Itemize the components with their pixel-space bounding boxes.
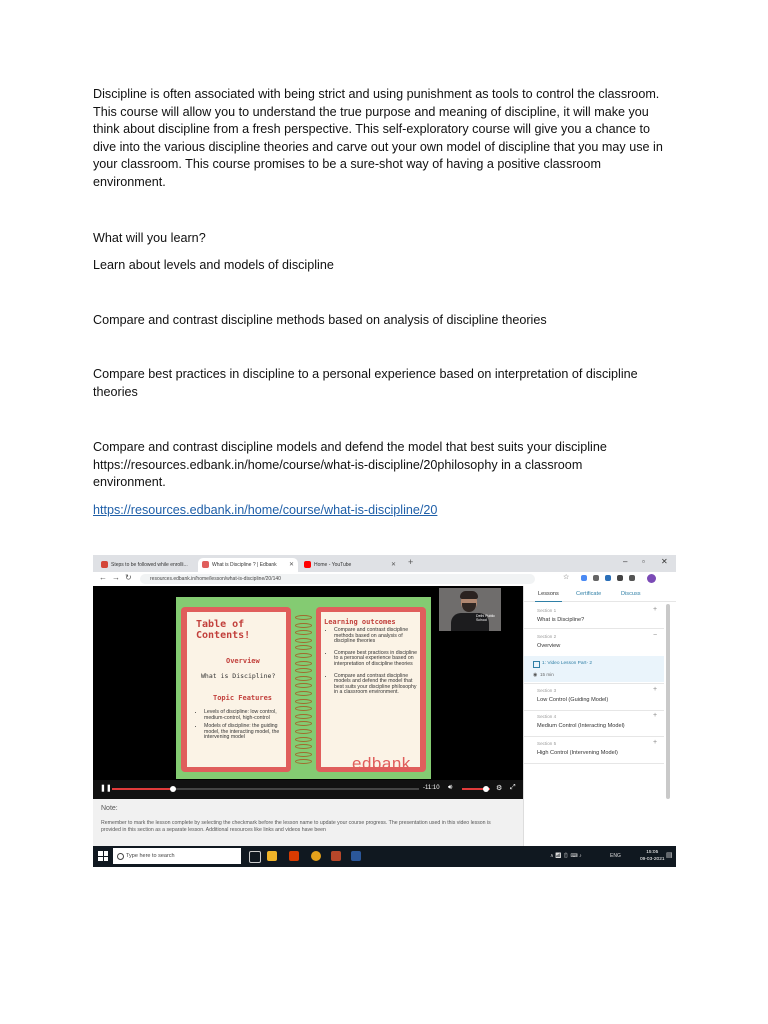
new-tab-icon[interactable]: + [408, 557, 414, 567]
camera-label: Delhi Public School [476, 614, 495, 622]
spiral-ring [295, 752, 312, 757]
sidebar-scrollbar[interactable] [666, 604, 670, 799]
lesson-item-active[interactable] [524, 656, 664, 682]
sidebar-tabs [524, 586, 676, 602]
back-icon[interactable]: ← [99, 573, 107, 582]
browser-screenshot [93, 555, 676, 867]
youtube-icon [304, 561, 311, 568]
seek-progress [112, 788, 173, 790]
spiral-ring [295, 729, 312, 734]
collapse-icon[interactable]: − [653, 632, 658, 639]
windows-taskbar [93, 846, 676, 867]
taskbar-search-input[interactable] [113, 848, 241, 864]
task-view-icon[interactable] [249, 851, 261, 863]
settings-icon[interactable]: ⚙ [496, 785, 503, 792]
lesson-duration: 15 min [540, 672, 554, 677]
toc-title-line-2: Contents! [196, 630, 251, 641]
lesson-slide [176, 597, 431, 779]
puzzle-icon[interactable] [629, 575, 635, 581]
reload-icon[interactable]: ↻ [125, 573, 132, 582]
gmail-icon [101, 561, 108, 568]
tab-certificate[interactable]: Certificate [576, 591, 602, 597]
expand-icon[interactable]: + [653, 686, 658, 693]
edbank-icon [202, 561, 209, 568]
close-window-icon[interactable]: ✕ [661, 557, 668, 566]
seek-bar[interactable] [112, 788, 419, 790]
section-title: What is Discipline? [537, 617, 585, 623]
outcomes-heading: Learning outcomes [324, 618, 396, 626]
tab-label: Home - YouTube [314, 562, 352, 568]
topic-heading: Topic Features [213, 694, 273, 702]
overview-subtitle: What is Discipline? [201, 672, 276, 680]
learn-item-1: Learn about levels and models of discipline [93, 258, 334, 272]
note-heading: Note: [101, 805, 118, 812]
spiral-ring [295, 706, 312, 711]
section-label: Section 4 [537, 714, 557, 719]
powerpoint-icon[interactable] [289, 851, 299, 861]
learn-item-4-line-1: Compare and contrast discipline models and defend the model that best suits your discipline [93, 440, 607, 454]
spiral-ring [295, 714, 312, 719]
spiral-ring [295, 645, 312, 650]
browser-tab-gmail[interactable] [97, 558, 197, 572]
spiral-ring [295, 683, 312, 688]
extension-icon[interactable] [581, 575, 587, 581]
forward-icon[interactable]: → [112, 573, 120, 582]
close-icon[interactable]: ✕ [288, 562, 294, 568]
outcome-bullet: • Compare and contrast discipline models and defend the model that best suits your discipline philosophy in a classroom environment. [334, 674, 418, 696]
video-player[interactable] [93, 586, 523, 799]
learn-item-3: Compare best practices in discipline to a personal experience based on interpretation of discipline theories [93, 367, 638, 399]
player-controls [93, 780, 523, 799]
file-explorer-icon[interactable] [267, 851, 277, 861]
spiral-ring [295, 615, 312, 620]
spiral-ring [295, 737, 312, 742]
spiral-ring [295, 721, 312, 726]
section-label: Section 2 [537, 634, 557, 639]
spiral-ring [295, 638, 312, 643]
notebook-spiral [292, 611, 315, 767]
volume-icon[interactable]: 🔊︎ [448, 784, 453, 791]
clock-icon: ◉ [533, 672, 538, 678]
extension-icon[interactable] [617, 575, 623, 581]
tab-label: What is Discipline ? | Edbank [212, 562, 277, 568]
sidebar-section-3[interactable] [524, 683, 664, 711]
avatar[interactable] [647, 574, 656, 583]
section-label: Section 1 [537, 608, 557, 613]
question-heading: What will you learn? [93, 231, 206, 245]
overview-heading: Overview [226, 657, 260, 665]
clock-date: 09-03-2021 [640, 857, 665, 862]
browser-tab-bar [93, 555, 676, 572]
tray-icons[interactable]: ∧ 📶︎ 🔋︎ ⌨︎ ♪ [550, 853, 582, 859]
section-title: Medium Control (Interacting Model) [537, 723, 625, 729]
tab-lessons[interactable]: Lessons [538, 591, 559, 597]
fullscreen-icon[interactable]: ⤢ [510, 784, 516, 791]
section-title: Low Control (Guiding Model) [537, 697, 609, 703]
presenter-webcam [439, 588, 501, 631]
notifications-icon[interactable]: ▤ [666, 852, 673, 859]
section-label: Section 3 [537, 688, 557, 693]
topic-bullet: • Levels of discipline: low control, medium-control, high-control [204, 710, 284, 721]
browser-tab-youtube[interactable] [300, 558, 400, 572]
volume-handle[interactable] [483, 786, 489, 792]
learn-item-2: Compare and contrast discipline methods based on analysis of discipline theories [93, 313, 547, 327]
spiral-ring [295, 661, 312, 666]
topic-bullet: • Models of discipline: the guiding model, the interacting model, the intervening model [204, 724, 284, 741]
seek-handle[interactable] [170, 786, 176, 792]
lesson-note [93, 799, 523, 846]
tab-label: Steps to be followed while enrolli... [111, 562, 188, 568]
presenter-hair [460, 591, 478, 599]
intro-paragraph: Discipline is often associated with being strict and using punishment as tools to control the classroom. This course will allow you to understand the true purpose and meaning of discipline, it will make you think about discipline from a fresh perspective. This self-exploratory course will give you a chance to dive into the various discipline theories and carve out your own model of discipline that you may use in your classroom. This course promises to be a sure-shot way of having a positive classroom environment. [93, 87, 663, 189]
spiral-ring [295, 668, 312, 673]
outcome-bullet: • Compare and contrast discipline methods based on analysis of discipline theories [334, 628, 418, 645]
extension-icon[interactable] [605, 575, 611, 581]
sidebar-section-2[interactable] [524, 629, 664, 655]
minimize-icon[interactable]: – [623, 557, 628, 566]
section-title: Overview [537, 643, 561, 649]
word-icon[interactable] [351, 851, 361, 861]
course-link-line [93, 502, 673, 520]
spiral-ring [295, 691, 312, 696]
topic-bullets [196, 710, 284, 744]
chrome-icon[interactable] [311, 851, 321, 861]
pause-icon[interactable]: ❚❚ [100, 785, 112, 792]
star-icon[interactable]: ☆ [563, 574, 570, 581]
spiral-ring [295, 676, 312, 681]
spiral-ring [295, 744, 312, 749]
section-label: Section 5 [537, 741, 557, 746]
expand-icon[interactable]: + [653, 606, 658, 613]
toc-title [196, 619, 250, 641]
sidebar-section-1[interactable] [524, 603, 664, 629]
tab-discuss[interactable]: Discuss [621, 591, 641, 597]
address-bar-row [93, 572, 676, 587]
learn-item-4 [93, 439, 673, 492]
note-text: Remember to mark the lesson complete by selecting the checkmark before the lesson name to update your course progress. The presentation used in this video lesson is provided in this section as a separate lesson. Additional resources like links and videos have been [101, 820, 491, 833]
app-icon[interactable] [331, 851, 341, 861]
course-link[interactable]: https://resources.edbank.in/home/course/what-is-discipline/20 [93, 503, 438, 517]
taskbar-clock[interactable] [640, 849, 665, 863]
extension-icon[interactable] [593, 575, 599, 581]
learn-item-4-line-2: https://resources.edbank.in/home/course/what-is-discipline/20philosophy in a classroom [93, 457, 583, 472]
edbank-logo: edbank [352, 754, 411, 773]
expand-icon[interactable]: + [653, 739, 658, 746]
spiral-ring [295, 759, 312, 764]
maximize-icon[interactable]: ▫ [642, 557, 645, 566]
browser-tab-edbank[interactable] [198, 558, 298, 572]
lesson-title: 1: Video Lesson Part- 2 [542, 661, 593, 666]
outcome-bullet: • Compare best practices in discipline to a personal experience based on interpretation of discipline theories [334, 651, 418, 668]
language-indicator[interactable]: ENG [610, 853, 621, 859]
search-icon [117, 853, 124, 860]
lesson-complete-checkbox[interactable] [533, 661, 540, 668]
sidebar-section-5[interactable] [524, 737, 664, 764]
spiral-ring [295, 699, 312, 704]
section-title: High Control (Intervening Model) [537, 750, 618, 756]
search-placeholder: Type here to search [126, 853, 175, 859]
windows-start-icon[interactable] [98, 851, 108, 861]
sidebar-section-4[interactable] [524, 710, 664, 737]
lesson-sidebar [523, 586, 676, 846]
spiral-ring [295, 653, 312, 658]
time-remaining: -11:10 [423, 785, 440, 791]
learn-item-4-line-3: environment. [93, 475, 166, 490]
expand-icon[interactable]: + [653, 712, 658, 719]
presenter-beard [462, 603, 476, 612]
toc-title-line-1: Table of [196, 619, 245, 630]
clock-time: 15:05 [646, 850, 659, 855]
spiral-ring [295, 623, 312, 628]
url-field[interactable]: resources.edbank.in/home/lesson/what-is-discipline/20/140 [140, 574, 535, 584]
close-icon[interactable]: ✕ [390, 562, 396, 568]
spiral-ring [295, 630, 312, 635]
outcomes-bullets [326, 628, 418, 699]
